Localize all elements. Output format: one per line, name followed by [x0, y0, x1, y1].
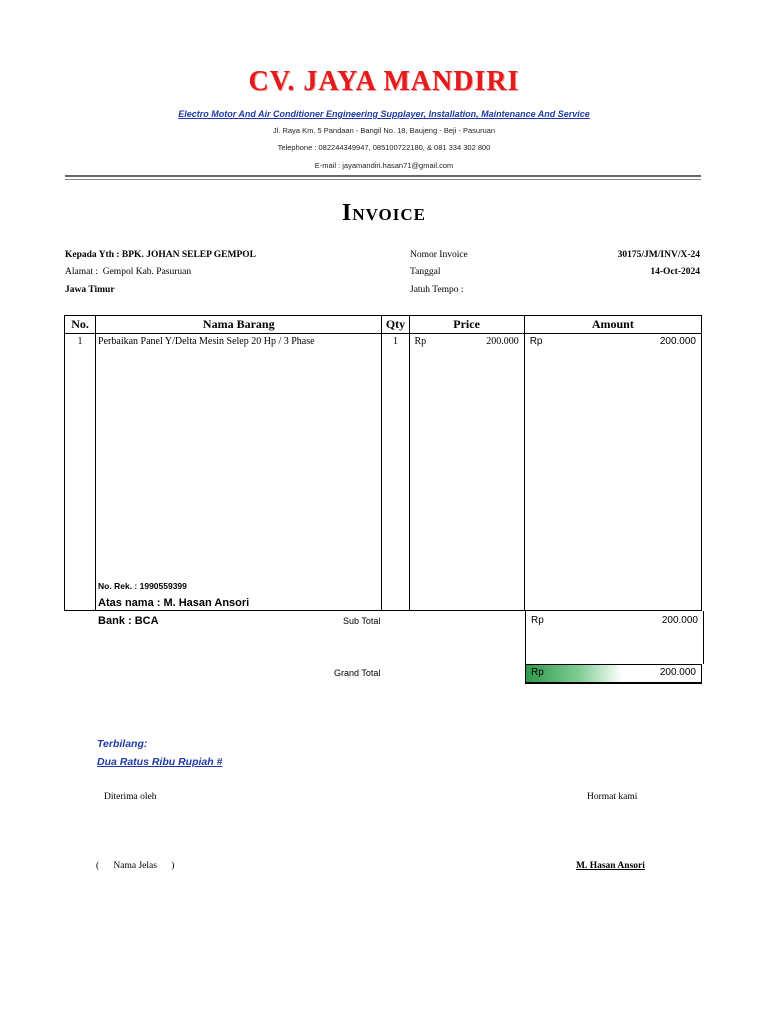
row-amount-currency: Rp — [529, 336, 543, 347]
table-row — [65, 334, 702, 611]
nama-jelas: ( Nama Jelas ) — [96, 861, 175, 871]
col-header-amount: Amount — [524, 316, 701, 334]
grand-total-label: Grand Total — [334, 668, 381, 678]
company-tagline: Electro Motor And Air Conditioner Engineering Supplayer, Installation, Maintenance And Service — [178, 109, 590, 119]
row-amount: 200.000 — [659, 336, 696, 347]
subtotal-label: Sub Total — [343, 616, 381, 626]
subtotal-currency: Rp — [531, 615, 544, 626]
col-header-no: No. — [65, 316, 96, 334]
regards-label: Hormat kami — [587, 792, 638, 802]
table-header-row — [65, 316, 702, 334]
alamat-value: Gempol Kab. Pasuruan — [102, 267, 192, 277]
subtotal-value: 200.000 — [661, 615, 698, 626]
company-address: Jl. Raya Km. 5 Pandaan - Bangil No. 18, Baujeng - Beji - Pasuruan — [272, 126, 496, 135]
signer-name: M. Hasan Ansori — [576, 861, 645, 871]
nomor-invoice-value: 30175/JM/INV/X-24 — [617, 250, 700, 260]
nomor-invoice-label: Nomor Invoice — [410, 250, 468, 260]
company-name: CV. JAYA MANDIRI — [248, 66, 520, 97]
company-telephone: Telephone : 082244349947, 085100722180, & 081 334 302 800 — [277, 143, 491, 152]
row-item-name: Perbaikan Panel Y/Delta Mesin Selep 20 Hp / 3 Phase — [98, 336, 315, 347]
row-no-cell — [65, 334, 96, 611]
alamat-label: Alamat : — [65, 267, 98, 277]
row-amount-cell — [524, 334, 701, 611]
row-qty-cell — [382, 334, 409, 611]
bank-name: Bank : BCA — [98, 615, 159, 627]
row-no: 1 — [77, 336, 83, 347]
col-header-price: Price — [409, 316, 524, 334]
tanggal-value: 14-Oct-2024 — [650, 267, 700, 277]
row-qty: 1 — [393, 336, 398, 347]
terbilang-label: Terbilang: — [97, 738, 148, 750]
row-price-currency: Rp — [414, 336, 427, 347]
received-by-label: Diterima oleh — [104, 792, 157, 802]
tanggal-label: Tanggal — [410, 267, 441, 277]
col-header-nama-barang: Nama Barang — [96, 316, 382, 334]
jatuh-tempo-label: Jatuh Tempo : — [410, 285, 464, 295]
company-email: E-mail : jayamandiri.hasan71@gmail.com — [314, 161, 454, 170]
grand-total-value: 200.000 — [659, 667, 696, 678]
bank-atas-nama: Atas nama : M. Hasan Ansori — [98, 597, 250, 609]
row-price: 200.000 — [486, 336, 519, 347]
alamat-line — [65, 267, 191, 277]
kepada-value: BPK. JOHAN SELEP GEMPOL — [121, 250, 256, 260]
col-header-qty: Qty — [382, 316, 409, 334]
subtotal-box — [525, 611, 704, 664]
bank-rek: No. Rek. : 1990559399 — [98, 581, 187, 591]
kepada-label: Kepada Yth : — [65, 250, 122, 260]
header-divider-thin — [65, 179, 701, 180]
recipient-line — [65, 250, 256, 260]
region: Jawa Timur — [65, 285, 115, 295]
grand-total-box — [525, 664, 702, 684]
row-price-cell — [409, 334, 524, 611]
invoice-title: Invoice — [341, 200, 426, 226]
header-divider — [65, 175, 701, 177]
terbilang-value: Dua Ratus Ribu Rupiah # — [97, 756, 223, 768]
grand-total-currency: Rp — [531, 667, 544, 678]
